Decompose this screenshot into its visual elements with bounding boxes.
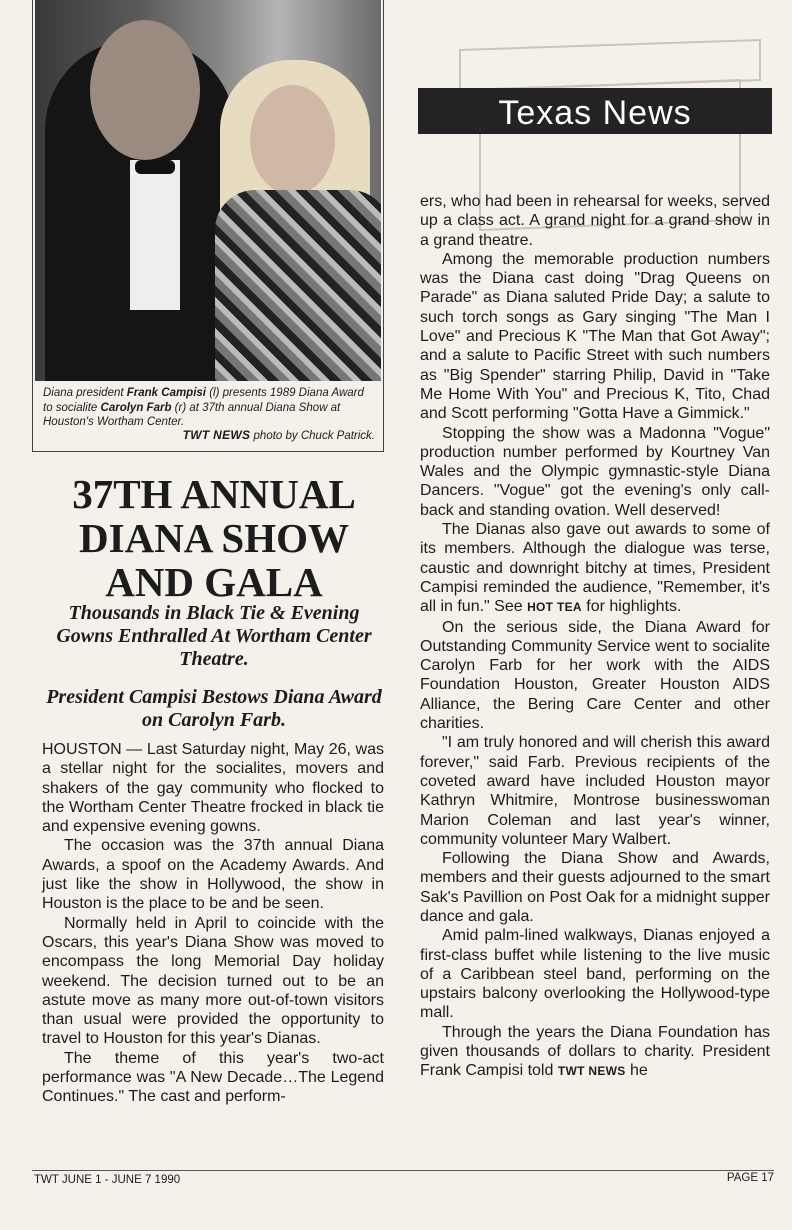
headline-line-1: 37TH ANNUAL: [72, 471, 356, 517]
twt-news-ref: TWT NEWS: [557, 1064, 626, 1079]
photo-head-right: [250, 85, 335, 195]
deck-1: Thousands in Black Tie & Evening Gowns Enthralled At Wortham Center Theatre.: [56, 602, 372, 670]
section-logo-text: Texas News: [498, 94, 692, 132]
caption-text: (r) at 37th annual Diana Show at Houston's Wortham Center.: [43, 401, 341, 428]
article-paragraph: On the serious side, the Diana Award for Outstanding Community Service went to socialite Carolyn Farb for her work with the AIDS Foundation Houston, Greater Houston AIDS Alliance, the Bering Care Center and other charities.: [420, 618, 770, 733]
article-paragraph: [420, 1023, 770, 1082]
caption-text: Diana president: [43, 387, 127, 399]
headline: [38, 472, 390, 604]
photo-box: [32, 0, 384, 452]
caption-text: (l) presents 1989 Diana Award to socialite: [43, 387, 364, 414]
article-paragraph: Following the Diana Show and Awards, members and their guests adjourned to the smart Sak's Pavillion on Post Oak for a midnight supper dance and gala.: [420, 850, 770, 925]
caption-name: Frank Campisi: [126, 387, 206, 399]
credit-text: photo by Chuck Patrick.: [250, 430, 375, 442]
footer-rule: [32, 1170, 774, 1171]
deck-2: President Campisi Bestows Diana Award on Carolyn Farb.: [46, 686, 382, 731]
photo: [35, 0, 381, 381]
article-paragraph: Amid palm-lined walkways, Dianas enjoyed a first-class buffet while listening to the live music of a Caribbean steel band, performing on the upstairs balcony overlooking the Hollywood-type mall.: [420, 927, 770, 1022]
article-paragraph: "I am truly honored and will cherish this award forever," said Farb. Previous recipients of the coveted award have included Houston mayor Kathryn Whitmire, Montrose businesswoman Marion Coleman and last year's winner, community volunteer Mary Walbert.: [420, 734, 770, 848]
article-paragraph: HOUSTON — Last Saturday night, May 26, was a stellar night for the socialites, movers and shakers of the gay community who flocked to the Wortham Center Theatre frocked in black tie and expensive evening gowns.: [42, 741, 384, 836]
article-paragraph: ers, who had been in rehearsal for weeks, served up a class act. A grand night for a grand show in a grand theatre.: [420, 193, 770, 249]
headline-line-3: AND GALA: [105, 559, 323, 605]
section-logo: [418, 88, 772, 134]
article-paragraph: Normally held in April to coincide with the Oscars, this year's Diana Show was moved to encompass the long Memorial Day holiday weekend. The decision turned out to be an astute move as many more out-of-town visitors than usual were provided the opportunity to travel to Houston for this year's Dianas.: [42, 914, 384, 1048]
photo-head-left: [90, 20, 200, 160]
paragraph-text: Through the years the Diana Foundation has given thousands of dollars to charity. President Frank Campisi told: [420, 1023, 770, 1080]
photo-caption: [43, 386, 373, 430]
article-column-left: [42, 740, 384, 1107]
paragraph-text: The Dianas also gave out awards to some of its members. Although the dialogue was terse, caustic and downright bitchy at times, President Campisi reminded the audience, "Remember, it's all in fun." See: [420, 521, 770, 616]
footer-date: TWT JUNE 1 - JUNE 7 1990: [34, 1174, 181, 1186]
caption-name: Carolyn Farb: [100, 401, 172, 414]
article-column-right: [420, 192, 770, 1082]
article-paragraph: [420, 520, 770, 617]
photo-shirt: [130, 160, 180, 310]
photo-bowtie: [135, 160, 175, 174]
photo-dress: [215, 190, 381, 381]
paragraph-text: he: [625, 1062, 648, 1080]
hot-tea-ref: HOT TEA: [527, 600, 582, 615]
article-paragraph: Among the memorable production numbers was the Diana cast doing "Drag Queens on Parade" as Diana saluted Pride Day; a salute to such torch songs as Gary singing "The Man I Love" and Precious K "The Man that Got Away"; and a salute to Pacific Street with such numbers as "Big Spender" starring Philip, David in "Take Me Home With You" and Precious K, Tito, Chad and Scott performing "Gotta Have a Gimmick.": [420, 250, 770, 423]
paragraph-text: for highlights.: [581, 598, 682, 616]
article-paragraph: The occasion was the 37th annual Diana Awards, a spoof on the Academy Awards. And just like the show in Hollywood, the show in Houston is the place to be and be seen.: [42, 837, 384, 913]
headline-line-2: DIANA SHOW: [79, 515, 349, 561]
article-paragraph: The theme of this year's two-act performance was "A New Decade…The Legend Continues." The cast and perform-: [42, 1049, 384, 1106]
credit-brand: TWT NEWS: [182, 428, 251, 442]
photo-credit: [183, 428, 375, 442]
article-paragraph: Stopping the show was a Madonna "Vogue" production number performed by Kourtney Van Wales and the Olympic gymnastic-style Diana Dancers. "Vogue" got the evening's only call-back and standing ovation. Well deserved!: [420, 424, 770, 519]
footer-page-number: PAGE 17: [726, 1172, 774, 1184]
